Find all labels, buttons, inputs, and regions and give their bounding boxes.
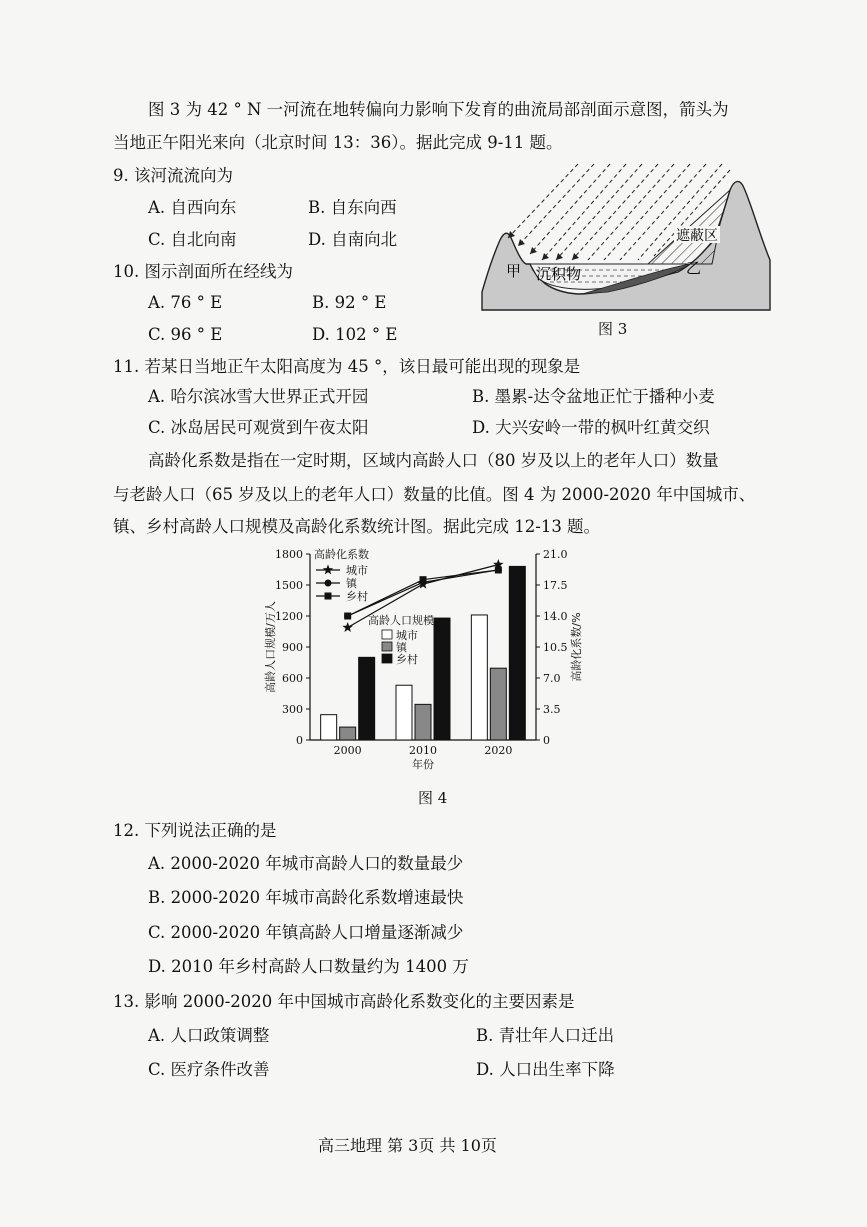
line-legend-marker (325, 593, 332, 600)
bar-legend-item: 镇 (396, 641, 407, 654)
q9-option-d[interactable]: D. 自南向北 (308, 230, 398, 249)
x-tick-label: 2010 (409, 744, 437, 757)
x-tick-label: 2020 (484, 744, 513, 757)
y-right-tick-label: 10.5 (543, 641, 568, 654)
y-tick-label: 300 (282, 703, 303, 716)
q12-stem: 12. 下列说法正确的是 (113, 821, 277, 840)
q11-option-c[interactable]: C. 冰岛居民可观赏到午夜太阳 (148, 418, 369, 437)
y-right-axis-title: 高龄化系数/% (570, 612, 583, 682)
point-城市-2000 (342, 622, 353, 632)
line-legend-item: 镇 (346, 577, 357, 590)
q13-option-d[interactable]: D. 人口出生率下降 (476, 1060, 615, 1079)
bar-城市-2020 (471, 615, 487, 740)
intro2-line3: 镇、乡村高龄人口规模及高龄化系数统计图。据此完成 12-13 题。 (113, 517, 601, 536)
bar-镇-2000 (340, 727, 356, 740)
bar-乡村-2010 (434, 618, 450, 740)
intro2-line1: 高龄化系数是指在一定时期，区域内高龄人口（80 岁及以上的老年人口）数量 (148, 451, 719, 470)
figure3-diagram (478, 160, 778, 320)
bar-镇-2010 (415, 704, 431, 740)
bar-legend-item: 乡村 (396, 653, 418, 666)
x-tick-label: 2000 (333, 744, 362, 757)
intro1-line1: 图 3 为 42 ° N 一河流在地转偏向力影响下发育的曲流局部剖面示意图，箭头为 (148, 100, 729, 119)
bar-城市-2000 (321, 715, 337, 740)
y-right-tick-label: 17.5 (543, 579, 568, 592)
figure4-caption: 图 4 (418, 789, 448, 807)
q10-option-a[interactable]: A. 76 ° E (148, 293, 223, 312)
figure4-chart (258, 546, 588, 778)
bar-legend-swatch (382, 642, 392, 651)
bar-legend-swatch (382, 630, 392, 639)
q11-option-b[interactable]: B. 墨累-达令盆地正忙于播种小麦 (472, 387, 715, 406)
y-right-tick-label: 3.5 (543, 703, 561, 716)
q9-option-b[interactable]: B. 自东向西 (308, 198, 397, 217)
q13-option-a[interactable]: A. 人口政策调整 (148, 1026, 270, 1045)
intro1-line2: 当地正午阳光来向（北京时间 13：36）。据此完成 9-11 题。 (113, 133, 563, 152)
q9-option-c[interactable]: C. 自北向南 (148, 230, 237, 249)
x-axis-title: 年份 (412, 758, 434, 771)
bar-legend-swatch (382, 654, 392, 663)
intro2-line2: 与老龄人口（65 岁及以上的老年人口）数量的比值。图 4 为 2000-2020 年中国城市、 (113, 485, 756, 504)
q9-stem: 9. 该河流流向为 (113, 166, 233, 185)
bar-乡村-2000 (359, 657, 375, 740)
bar-legend-title: 高龄人口规模 (368, 614, 434, 627)
label-yi: 乙 (686, 259, 702, 277)
q11-stem: 11. 若某日当地正午太阳高度为 45 °，该日最可能出现的现象是 (113, 357, 581, 376)
bar-镇-2020 (490, 668, 506, 740)
point-乡村-2020 (495, 566, 502, 573)
y-axis-title: 高龄人口规模/万人 (264, 601, 277, 693)
label-shade: 遮蔽区 (676, 228, 718, 244)
q12-option-b[interactable]: B. 2000-2020 年城市高龄化系数增速最快 (148, 888, 464, 907)
y-right-tick-label: 0 (543, 734, 550, 747)
line-legend-item: 乡村 (346, 590, 368, 603)
y-tick-label: 1200 (275, 610, 303, 623)
point-乡村-2010 (420, 576, 427, 583)
y-tick-label: 1500 (275, 579, 303, 592)
point-乡村-2000 (344, 613, 351, 620)
y-tick-label: 600 (282, 672, 303, 685)
figure3-caption: 图 3 (598, 320, 628, 338)
y-tick-label: 1800 (275, 548, 303, 561)
y-right-tick-label: 14.0 (543, 610, 568, 623)
q9-option-a[interactable]: A. 自西向东 (148, 198, 237, 217)
q11-option-d[interactable]: D. 大兴安岭一带的枫叶红黄交织 (472, 418, 710, 437)
label-sediment: 沉积物 (536, 265, 582, 283)
q13-option-c[interactable]: C. 医疗条件改善 (148, 1060, 270, 1079)
q13-option-b[interactable]: B. 青壮年人口迁出 (476, 1026, 615, 1045)
q13-stem: 13. 影响 2000-2020 年中国城市高龄化系数变化的主要因素是 (113, 992, 575, 1011)
bar-城市-2010 (396, 685, 412, 740)
q12-option-a[interactable]: A. 2000-2020 年城市高龄人口的数量最少 (148, 854, 464, 873)
q11-option-a[interactable]: A. 哈尔滨冰雪大世界正式开园 (148, 387, 369, 406)
y-right-tick-label: 7.0 (543, 672, 561, 685)
bar-legend-item: 城市 (396, 629, 418, 642)
y-tick-label: 0 (296, 734, 303, 747)
q10-option-c[interactable]: C. 96 ° E (148, 325, 223, 344)
line-legend-marker (323, 565, 333, 575)
y-tick-label: 900 (282, 641, 303, 654)
label-jia: 甲 (506, 262, 522, 280)
line-legend-item: 城市 (346, 564, 368, 577)
q12-option-d[interactable]: D. 2010 年乡村高龄人口数量约为 1400 万 (148, 957, 469, 976)
q10-option-b[interactable]: B. 92 ° E (312, 293, 387, 312)
y-right-tick-label: 21.0 (543, 548, 568, 561)
q10-stem: 10. 图示剖面所在经线为 (113, 262, 293, 281)
line-legend-marker (325, 580, 332, 587)
page-footer: 高三地理 第 3页 共 10页 (318, 1136, 497, 1155)
line-legend-title: 高龄化系数 (314, 548, 369, 561)
bar-乡村-2020 (509, 566, 525, 740)
q12-option-c[interactable]: C. 2000-2020 年镇高龄人口增量逐渐减少 (148, 923, 464, 942)
q10-option-d[interactable]: D. 102 ° E (312, 325, 398, 344)
